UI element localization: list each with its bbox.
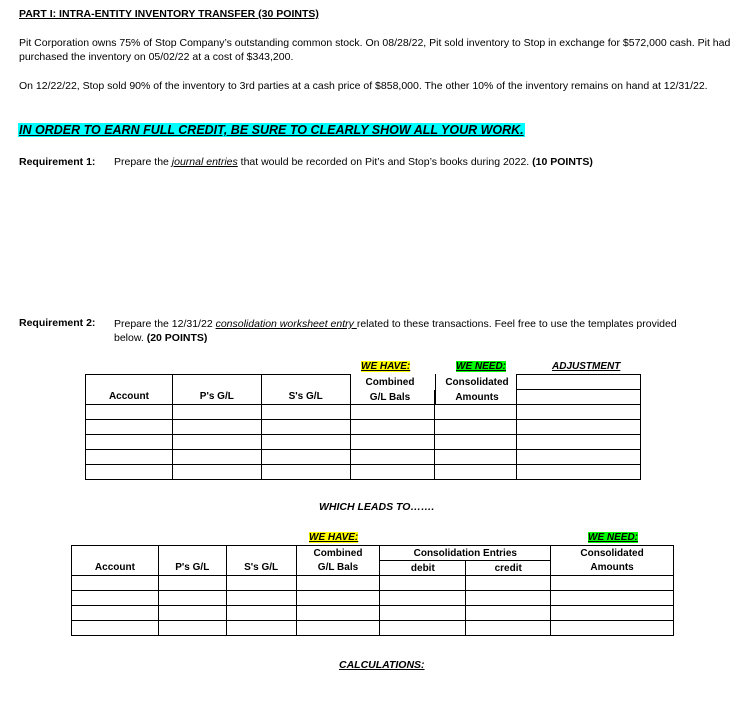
table1-combined: Combined (365, 377, 415, 388)
col-account-header: Account (72, 561, 159, 576)
requirement-1-keyword: journal entries (171, 156, 238, 168)
table-row (72, 606, 674, 621)
table-row (72, 576, 674, 591)
table-row (72, 591, 674, 606)
col-p-header: P's G/L (158, 561, 226, 576)
table1-consolidated: Consolidated (445, 377, 509, 388)
scenario-paragraph-2: On 12/22/22, Stop sold 90% of the inventory to 3rd parties at a cash price of $858,000. The other 10% of the inventory remains on hand at 12/31/22. (19, 80, 708, 92)
col-p-header: P's G/L (172, 390, 261, 405)
table-row (86, 450, 641, 465)
col-account-header: Account (86, 390, 173, 405)
table-row (86, 435, 641, 450)
col-s-header: S's G/L (261, 390, 350, 405)
requirement-1-text-post: that would be recorded on Pit’s and Stop’s books during 2022. (237, 156, 533, 168)
table2-amounts: Amounts (551, 561, 674, 576)
requirement-2-points: (20 POINTS) (146, 332, 208, 344)
table-row (86, 465, 641, 480)
requirement-2-text-pre: Prepare the 12/31/22 (114, 318, 216, 330)
table1-glbals: G/L Bals (369, 392, 411, 403)
table2-consolidated: Consolidated (551, 546, 674, 561)
table2-grid (71, 545, 674, 636)
table1-we-have: WE HAVE: (361, 361, 411, 372)
table1-we-need: WE NEED: (456, 361, 506, 372)
table1-grid (85, 374, 641, 480)
table2-consolidation-entries: Consolidation Entries (380, 546, 551, 561)
requirement-2-text-post: related to these transactions. Feel free to use the templates provided below. (114, 318, 677, 344)
table-row (86, 420, 641, 435)
requirement-1-points: (10 POINTS) (532, 156, 593, 168)
table2-combined: Combined (296, 546, 380, 561)
col-credit-header: credit (466, 561, 551, 576)
table-row (72, 621, 674, 636)
col-s-header: S's G/L (226, 561, 296, 576)
table-row (86, 390, 641, 405)
requirement-1-text-pre: Prepare the (114, 156, 172, 168)
requirement-2-keyword: consolidation worksheet entry (215, 318, 357, 330)
calculations-heading: CALCULATIONS: (339, 659, 425, 671)
table1-adjustment: ADJUSTMENT (552, 361, 621, 372)
requirement-2-label: Requirement 2: (19, 317, 96, 329)
table-row (72, 561, 674, 576)
table-row (72, 546, 674, 561)
requirement-1-text (114, 156, 593, 168)
table1-amounts: Amounts (455, 392, 499, 403)
table2-glbals: G/L Bals (296, 561, 380, 576)
page-title: PART I: INTRA-ENTITY INVENTORY TRANSFER (30 POINTS) (19, 8, 319, 20)
table-row (86, 375, 641, 390)
table2-we-have: WE HAVE: (309, 532, 359, 543)
col-debit-header: debit (380, 561, 466, 576)
scenario-paragraph-1: Pit Corporation owns 75% of Stop Company’s outstanding common stock. On 08/28/22, Pit sold inventory to Stop in exchange for $572,000 cash. Pit had purchased the inventory on 05/02/22 at a cost of $343,200. (19, 37, 731, 63)
table-row (86, 405, 641, 420)
table2-we-need: WE NEED: (588, 532, 638, 543)
requirement-1-label: Requirement 1: (19, 156, 96, 168)
requirement-2-text (114, 317, 684, 345)
leads-to-text: WHICH LEADS TO……. (319, 501, 435, 513)
credit-notice: IN ORDER TO EARN FULL CREDIT, BE SURE TO CLEARLY SHOW ALL YOUR WORK. (19, 123, 524, 137)
